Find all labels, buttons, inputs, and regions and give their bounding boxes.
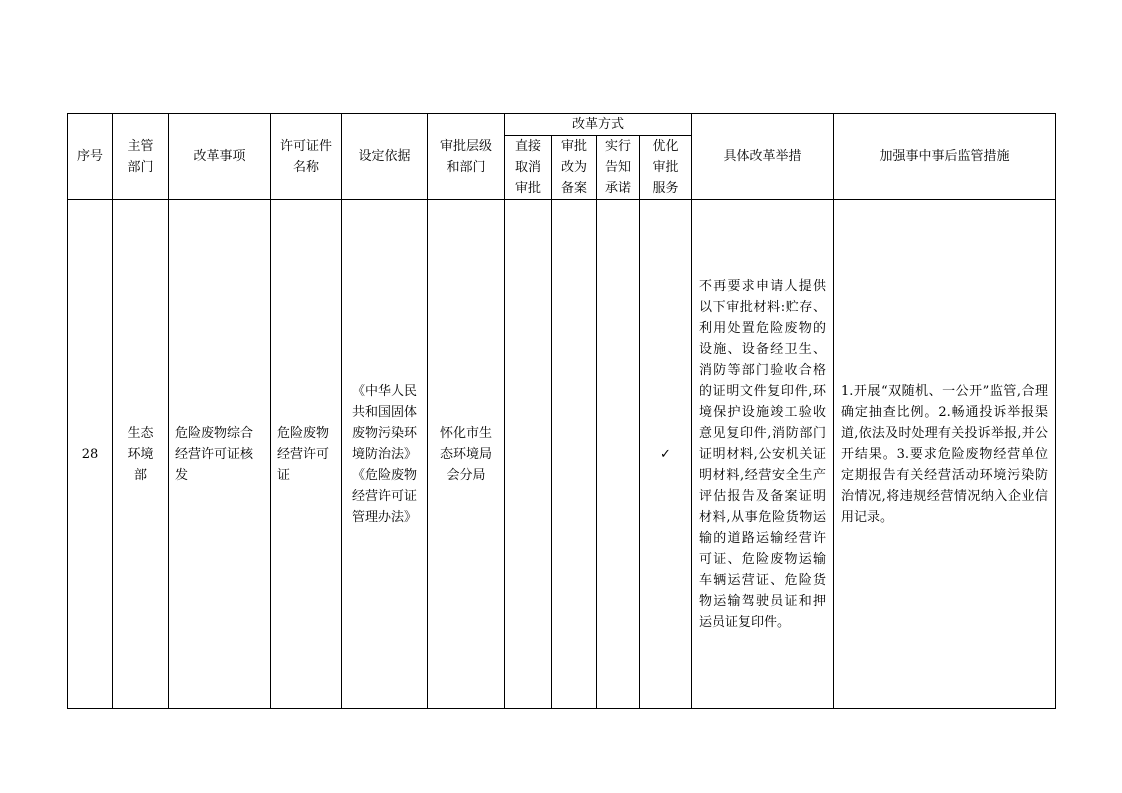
row-license-line: 证: [277, 467, 291, 483]
mode-optimize-checkmark: ✓: [640, 200, 692, 709]
header-mode-line: 告知: [604, 160, 631, 175]
header-mode-line: 取消: [514, 160, 541, 175]
header-basis: 设定依据: [342, 114, 428, 200]
row-level: [428, 200, 505, 709]
header-mode-line: 优化: [652, 139, 679, 154]
row-dept: [113, 200, 169, 709]
header-mode-cancel: [505, 136, 552, 200]
header-dept: [113, 114, 169, 200]
header-mode-line: 直接: [514, 139, 541, 154]
row-license-line: 危险废物: [277, 425, 330, 441]
mode-commitment-cell: [597, 200, 640, 709]
header-level-line: 审批层级: [439, 138, 492, 154]
row-license-line: 经营许可: [277, 446, 330, 462]
header-license: [271, 114, 342, 200]
header-mode-line: 审批: [514, 181, 541, 196]
mode-cancel-cell: [505, 200, 552, 709]
header-supervision: 加强事中事后监管措施: [834, 114, 1056, 200]
row-item-line: 发: [175, 467, 189, 483]
header-license-line: 许可证件: [279, 138, 332, 154]
header-dept-line: 部门: [127, 159, 154, 175]
header-mode-commitment: [597, 136, 640, 200]
row-basis-line: 经营许可证: [351, 488, 417, 504]
row-item: [169, 200, 271, 709]
reform-table: [67, 113, 1056, 709]
header-mode-line: 改为: [560, 160, 587, 175]
row-basis-line: 《危险废物: [351, 467, 417, 483]
header-reform-mode: 改革方式: [505, 114, 692, 136]
header-level: [428, 114, 505, 200]
header-mode-line: 备案: [560, 181, 587, 196]
row-basis: [342, 200, 428, 709]
header-mode-line: 服务: [652, 181, 679, 196]
header-mode-line: 承诺: [604, 181, 631, 196]
row-basis-line: 《中华人民: [351, 383, 417, 399]
header-level-line: 和部门: [446, 159, 486, 175]
row-supervision: 1.开展“双随机、一公开”监管,合理确定抽查比例。2.畅通投诉举报渠道,依法及时处理有关投诉举报,并公开结果。3.要求危险废物经营单位定期报告有关经营活动环境污染防治情况,将违规经营情况纳入企业信用记录。: [834, 200, 1056, 709]
row-dept-line: 生态: [127, 425, 154, 441]
row-item-line: 经营许可证核: [175, 446, 254, 462]
header-license-line: 名称: [292, 159, 319, 175]
header-mode-line: 审批: [652, 160, 679, 175]
row-basis-line: 管理办法》: [351, 509, 417, 525]
header-item: 改革事项: [169, 114, 271, 200]
row-level-line: 会分局: [446, 467, 486, 483]
header-mode-filing: [552, 136, 597, 200]
header-mode-line: 审批: [560, 139, 587, 154]
header-mode-optimize: [640, 136, 692, 200]
row-level-line: 态环境局: [439, 446, 492, 462]
row-dept-line: 环境: [127, 446, 154, 462]
header-seq: 序号: [68, 114, 113, 200]
row-basis-line: 共和国固体: [351, 404, 417, 420]
row-basis-line: 境防治法》: [351, 446, 417, 462]
row-dept-line: 部: [133, 467, 147, 483]
mode-filing-cell: [552, 200, 597, 709]
row-level-line: 怀化市生: [439, 425, 492, 441]
row-seq: 28: [68, 200, 113, 709]
row-license: [271, 200, 342, 709]
header-measures: 具体改革举措: [692, 114, 834, 200]
table-row: [68, 200, 1056, 709]
row-item-line: 危险废物综合: [175, 425, 254, 441]
header-dept-line: 主管: [127, 138, 154, 154]
header-mode-line: 实行: [604, 139, 631, 154]
row-basis-line: 废物污染环: [351, 425, 417, 441]
row-measures: 不再要求申请人提供以下审批材料:贮存、利用处置危险废物的设施、设备经卫生、消防等部门验收合格的证明文件复印件,环境保护设施竣工验收意见复印件,消防部门证明材料,公安机关证明材料,经营安全生产评估报告及备案证明材料,从事危险货物运输的道路运输经营许可证、危险废物运输车辆运营证、危险货物运输驾驶员证和押运员证复印件。: [692, 200, 834, 709]
